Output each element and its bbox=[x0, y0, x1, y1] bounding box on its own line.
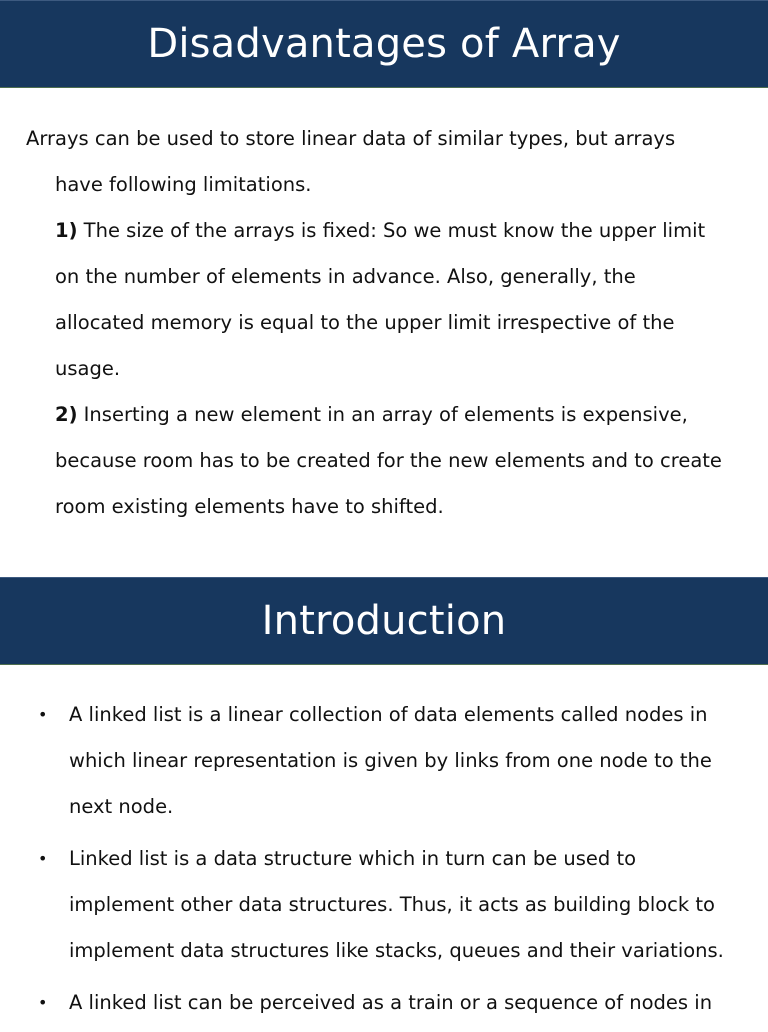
bullet-text-line: implement data structures like stacks, queues and their variations. bbox=[69, 939, 724, 962]
point-2-line bbox=[26, 392, 762, 438]
disadvantages-body bbox=[26, 116, 762, 530]
slide-title: Disadvantages of Array bbox=[147, 21, 621, 67]
point-2-line: room existing elements have to shifted. bbox=[55, 495, 444, 518]
bullet-icon: • bbox=[38, 993, 48, 1012]
point-text: Inserting a new element in an array of elements is expensive, bbox=[77, 403, 688, 426]
bullet-item bbox=[38, 836, 764, 974]
title-bar-disadvantages bbox=[0, 0, 768, 88]
bullet-text-line: next node. bbox=[69, 795, 174, 818]
bullet-text-line: A linked list can be perceived as a train or a sequence of nodes in bbox=[69, 991, 713, 1014]
point-2-line: because room has to be created for the new elements and to create bbox=[55, 449, 722, 472]
slide-title: Introduction bbox=[261, 598, 507, 644]
bullet-text-line: Linked list is a data structure which in turn can be used to bbox=[69, 847, 637, 870]
bullet-text-line: implement other data structures. Thus, it acts as building block to bbox=[69, 893, 715, 916]
intro-text-line: have following limitations. bbox=[55, 173, 312, 196]
intro-text-line: Arrays can be used to store linear data of similar types, but arrays bbox=[26, 127, 676, 150]
introduction-bullet-list bbox=[38, 692, 764, 1032]
point-1-line: allocated memory is equal to the upper limit irrespective of the bbox=[55, 311, 675, 334]
bullet-text-line: which linear representation is given by links from one node to the bbox=[69, 749, 712, 772]
point-number: 2) bbox=[55, 403, 78, 426]
bullet-text-line: A linked list is a linear collection of data elements called nodes in bbox=[69, 703, 708, 726]
bullet-icon: • bbox=[38, 705, 48, 724]
title-bar-introduction bbox=[0, 577, 768, 665]
point-1-line: on the number of elements in advance. Also, generally, the bbox=[55, 265, 636, 288]
point-1-line: usage. bbox=[55, 357, 121, 380]
point-text: The size of the arrays is fixed: So we must know the upper limit bbox=[77, 219, 706, 242]
bullet-icon: • bbox=[38, 849, 48, 868]
bullet-item bbox=[38, 692, 764, 830]
bullet-item bbox=[38, 980, 764, 1026]
point-number: 1) bbox=[55, 219, 78, 242]
point-1-line bbox=[26, 208, 762, 254]
